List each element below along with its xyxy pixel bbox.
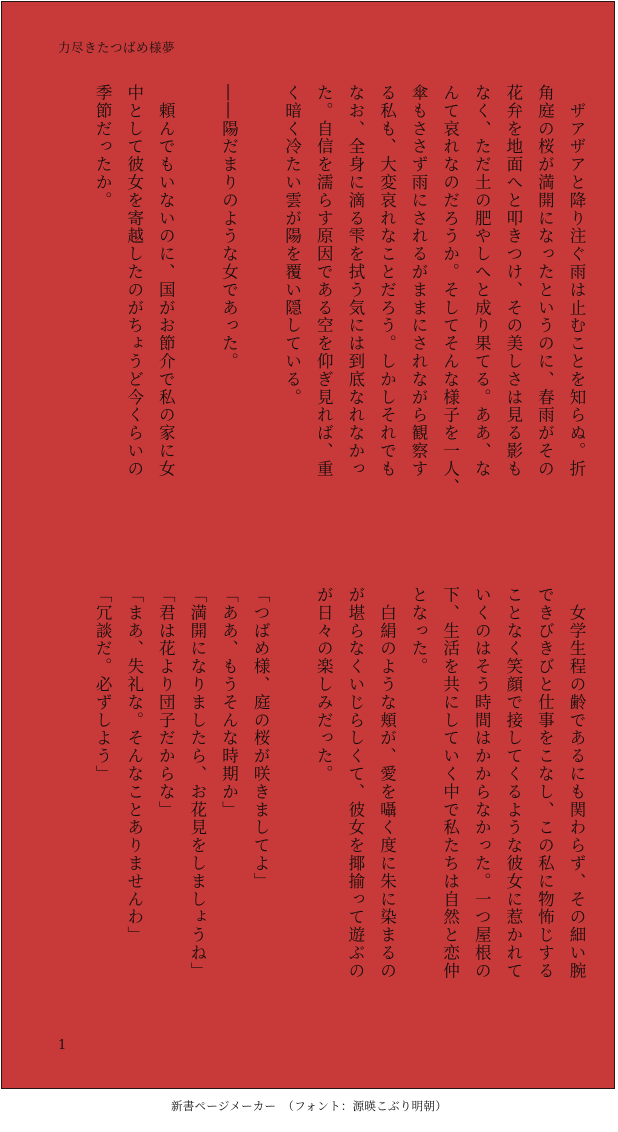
text-line	[244, 84, 276, 564]
text-line: となった。	[409, 586, 429, 676]
text-line: ザアザアと降り注ぐ雨は止むことを知らぬ。折	[567, 84, 586, 478]
upper-text-block	[87, 84, 593, 564]
text-line: た。自信を濡らす原因である空を仰ぎ見れば、重	[314, 84, 334, 478]
text-line: 下、生活を共にしていく中で私たちは自然と恋仲	[440, 586, 460, 980]
text-line: 女学生程の齢であるにも関わらず、その細い腕	[567, 586, 586, 980]
text-line: 「つばめ様、庭の桜が咲きましてよ」	[251, 586, 271, 891]
text-line: 頼んでもいないのに、国がお節介で私の家に女	[156, 84, 176, 478]
text-line: できびきびと仕事をこなし、この私に物怖じする	[535, 586, 555, 980]
text-line: 角庭の桜が満開になったというのに、春雨がその	[535, 84, 555, 478]
text-line: 「君は花より団子だからな」	[156, 586, 176, 819]
text-line: 「ああ、もうそんな時期か」	[219, 586, 239, 819]
text-line: なく、ただ土の肥やしへと成り果てる。ああ、な	[472, 84, 492, 478]
text-line: んて哀れなのだろうか。そしてそんな様子を一人、	[440, 84, 460, 496]
text-line: 「満開になりましたら、お花見をしましょうね」	[187, 586, 207, 980]
manuscript-page	[1, 1, 615, 1089]
generator-credit: 新書ページメーカー （フォント：源暎こぶり明朝）	[170, 1099, 448, 1113]
text-line: く暗く冷たい雲が陽を覆い隠している。	[282, 84, 302, 407]
text-line: 花弁を地面へと叩きつけ、その美しさは見る影も	[503, 84, 523, 478]
text-line: が堪らなくいじらしくて、彼女を揶揄って遊ぶの	[345, 586, 365, 980]
text-line: 「まあ、失礼な。そんなことありませんわ」	[124, 586, 144, 944]
lower-text-block	[87, 586, 593, 996]
text-line: ことなく笑顔で接してくるような彼女に惹かれて	[503, 586, 523, 980]
text-line: る私も、大変哀れなことだろう。しかしそれでも	[377, 84, 397, 478]
text-line	[181, 84, 213, 564]
text-line: 白絹のような頬が、愛を囁く度に朱に染まるの	[377, 586, 397, 980]
text-line: 中として彼女を寄越したのがちょうど今くらいの	[124, 84, 144, 478]
text-line: が日々の楽しみだった。	[314, 586, 334, 783]
text-line: 季節だったか。	[93, 84, 113, 210]
text-line: 「冗談だ。必ずしよう」	[93, 586, 113, 783]
page-title: 力尽きたつばめ様夢	[58, 40, 176, 55]
text-line: ――陽だまりのような女であった。	[219, 84, 239, 371]
text-line	[276, 586, 308, 996]
text-line: いくのはそう時間はかからなかった。一つ屋根の	[472, 586, 492, 980]
page-number: 1	[58, 1038, 67, 1053]
text-line: 傘もささず雨にされるがままにされながら観察す	[409, 84, 429, 478]
text-line: なお、全身に滴る雫を拭う気には到底なれなかっ	[345, 84, 365, 478]
